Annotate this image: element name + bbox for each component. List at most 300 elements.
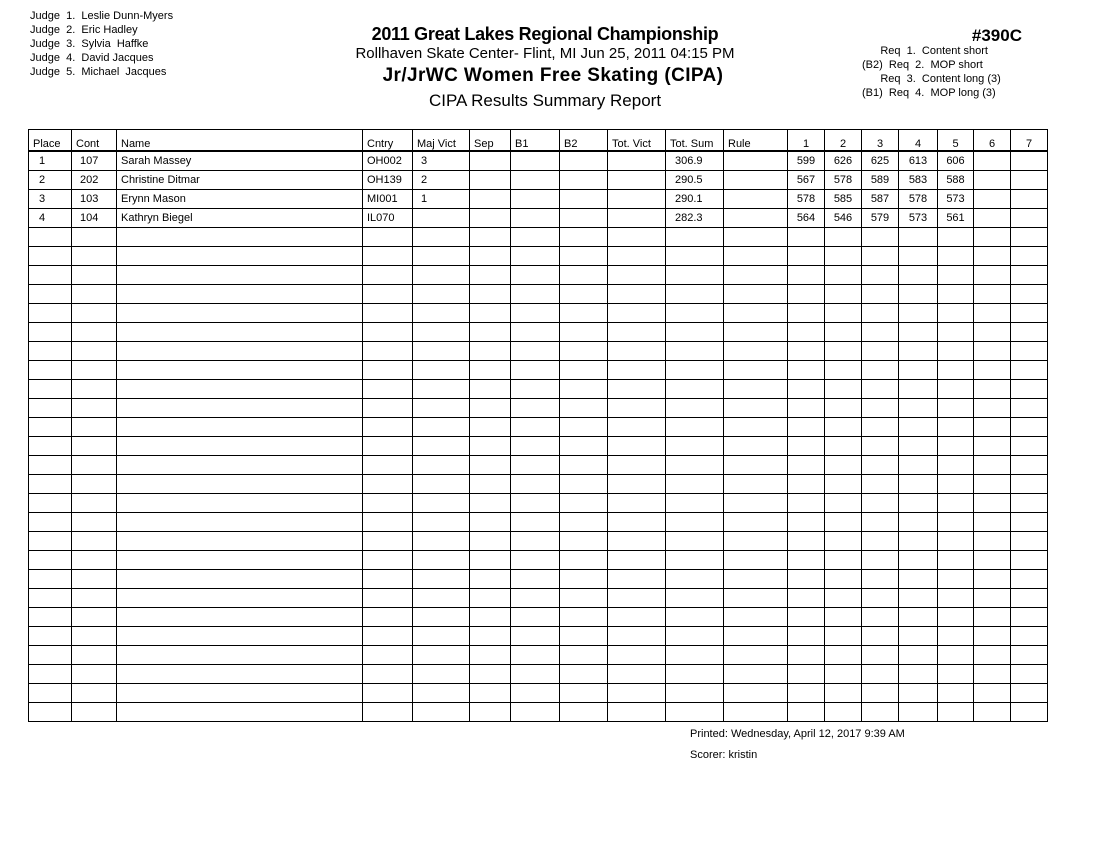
table-cell [974,151,1011,171]
table-cell [560,190,608,209]
table-cell [413,532,470,551]
table-cell [862,437,899,456]
table-cell [413,494,470,513]
table-cell [608,703,666,722]
table-cell [72,608,117,627]
table-cell: 579 [862,209,899,228]
table-cell [862,665,899,684]
table-cell [724,285,788,304]
column-header: 4 [899,130,938,152]
table-cell [938,228,974,247]
table-cell [511,304,560,323]
table-cell [825,665,862,684]
scorer: Scorer: kristin [690,749,758,761]
column-header: 6 [974,130,1011,152]
table-row-empty [29,266,1048,285]
column-header: 7 [1011,130,1048,152]
table-cell [470,513,511,532]
table-cell [862,285,899,304]
table-cell [29,665,72,684]
table-cell [560,151,608,171]
table-cell [363,589,413,608]
table-cell [363,323,413,342]
table-cell [666,703,724,722]
table-cell [825,228,862,247]
table-row-empty [29,418,1048,437]
table-cell [413,323,470,342]
judge-line: Judge 4. David Jacques [30,52,154,64]
table-cell [29,361,72,380]
table-cell: 104 [72,209,117,228]
column-header: B2 [560,130,608,152]
table-cell [117,418,363,437]
table-cell [29,532,72,551]
table-cell [862,551,899,570]
table-cell: 290.5 [666,171,724,190]
table-cell [560,247,608,266]
table-cell [511,228,560,247]
table-cell [899,285,938,304]
table-cell [470,190,511,209]
table-cell [511,684,560,703]
table-row-empty [29,285,1048,304]
table-cell [1011,589,1048,608]
table-cell [117,513,363,532]
table-cell [666,665,724,684]
judge-line: Judge 2. Eric Hadley [30,24,138,36]
table-cell: MI001 [363,190,413,209]
table-cell [788,589,825,608]
table-cell [29,380,72,399]
table-cell [29,247,72,266]
table-cell [560,342,608,361]
table-cell [29,703,72,722]
table-cell [1011,342,1048,361]
table-cell [788,228,825,247]
table-cell [470,456,511,475]
table-cell [666,589,724,608]
table-cell [899,247,938,266]
table-cell: OH002 [363,151,413,171]
table-cell [825,342,862,361]
table-cell [413,665,470,684]
table-cell [72,703,117,722]
table-cell [862,399,899,418]
table-cell [666,627,724,646]
table-cell [974,608,1011,627]
table-cell [560,608,608,627]
requirements-list [862,44,1001,100]
table-cell: 2 [413,171,470,190]
table-cell: 589 [862,171,899,190]
table-cell [29,494,72,513]
table-cell [825,399,862,418]
table-cell [29,475,72,494]
table-cell [724,703,788,722]
table-cell [666,475,724,494]
table-cell [666,551,724,570]
table-cell [413,247,470,266]
table-cell [470,551,511,570]
table-cell [974,247,1011,266]
table-cell [938,304,974,323]
table-cell [899,323,938,342]
table-cell [938,570,974,589]
table-cell [608,684,666,703]
table-cell [1011,437,1048,456]
table-cell [825,361,862,380]
table-cell [363,361,413,380]
table-row-empty [29,247,1048,266]
table-cell [899,475,938,494]
table-cell [1011,532,1048,551]
table-cell [72,570,117,589]
table-cell [608,247,666,266]
table-cell [974,665,1011,684]
table-cell [363,608,413,627]
table-row [29,209,1048,228]
table-cell [724,456,788,475]
column-header: Place [29,130,72,152]
table-cell [413,266,470,285]
table-cell [899,266,938,285]
table-cell: 1 [29,151,72,171]
table-cell [666,304,724,323]
judge-line: Judge 1. Leslie Dunn-Myers [30,10,174,22]
table-cell [862,513,899,532]
table-cell [560,532,608,551]
table-cell [788,304,825,323]
table-cell [72,285,117,304]
table-header-row [29,130,1048,152]
table-cell [788,266,825,285]
table-cell [724,684,788,703]
table-cell: Erynn Mason [117,190,363,209]
table-cell [608,209,666,228]
table-cell [470,399,511,418]
table-cell [29,513,72,532]
table-cell [862,646,899,665]
table-cell [511,399,560,418]
table-cell [1011,399,1048,418]
table-cell [413,380,470,399]
table-cell [29,266,72,285]
table-cell [470,475,511,494]
column-header: Rule [724,130,788,152]
table-cell [511,380,560,399]
table-cell [974,513,1011,532]
table-cell [117,361,363,380]
table-cell [608,437,666,456]
table-cell [1011,190,1048,209]
table-cell: 573 [899,209,938,228]
table-cell: 4 [29,209,72,228]
table-cell [511,627,560,646]
table-cell [974,285,1011,304]
table-cell [974,380,1011,399]
table-row-empty [29,570,1048,589]
table-cell: 290.1 [666,190,724,209]
table-cell [974,627,1011,646]
table-cell [938,418,974,437]
table-cell [788,418,825,437]
table-cell [788,456,825,475]
table-cell [470,627,511,646]
table-cell [862,456,899,475]
table-cell [938,551,974,570]
table-cell [511,513,560,532]
table-cell [666,228,724,247]
table-cell [608,285,666,304]
table-cell [825,437,862,456]
table-cell [862,475,899,494]
table-row [29,171,1048,190]
table-cell [899,684,938,703]
table-cell [974,228,1011,247]
table-cell [560,399,608,418]
column-header: 5 [938,130,974,152]
table-cell [1011,228,1048,247]
table-cell [29,456,72,475]
table-cell [938,285,974,304]
column-header: Name [117,130,363,152]
table-cell [413,456,470,475]
table-cell [413,437,470,456]
table-cell [511,646,560,665]
table-cell: 3 [29,190,72,209]
table-cell [470,608,511,627]
table-cell [608,342,666,361]
table-cell [29,342,72,361]
table-cell [363,228,413,247]
table-cell [666,399,724,418]
table-cell: 202 [72,171,117,190]
table-row-empty [29,475,1048,494]
table-cell [1011,266,1048,285]
table-cell [862,247,899,266]
table-row-empty [29,551,1048,570]
table-row-empty [29,380,1048,399]
table-cell [974,323,1011,342]
table-cell [862,380,899,399]
table-cell [363,551,413,570]
table-cell [72,323,117,342]
requirement-line: Req 1. Content short [862,45,988,57]
table-row-empty [29,228,1048,247]
table-cell [1011,361,1048,380]
table-cell [363,570,413,589]
column-header: Cntry [363,130,413,152]
table-cell [788,551,825,570]
table-cell: 585 [825,190,862,209]
table-cell [1011,494,1048,513]
table-cell [825,703,862,722]
table-cell [974,418,1011,437]
table-cell [899,703,938,722]
table-cell [560,551,608,570]
table-cell [72,456,117,475]
table-cell [666,513,724,532]
table-cell [560,266,608,285]
table-cell: 613 [899,151,938,171]
table-cell [363,380,413,399]
table-cell [724,627,788,646]
table-cell [938,342,974,361]
column-header: Tot. Sum [666,130,724,152]
table-cell [724,475,788,494]
table-cell [974,703,1011,722]
table-cell [363,494,413,513]
table-cell [363,475,413,494]
table-cell [608,323,666,342]
table-cell: 306.9 [666,151,724,171]
table-cell [899,304,938,323]
table-cell [511,285,560,304]
table-cell [825,380,862,399]
table-cell [72,627,117,646]
table-cell [117,380,363,399]
table-cell [511,342,560,361]
table-cell [938,399,974,418]
table-cell [788,608,825,627]
table-cell [899,570,938,589]
table-row-empty [29,703,1048,722]
table-cell [825,456,862,475]
table-cell [899,551,938,570]
table-cell [724,589,788,608]
table-cell [938,665,974,684]
table-cell [724,532,788,551]
results-table [28,129,1048,722]
table-cell [862,418,899,437]
table-cell [788,665,825,684]
table-cell [29,304,72,323]
table-cell [825,570,862,589]
table-cell [1011,475,1048,494]
table-cell: Christine Ditmar [117,171,363,190]
table-cell [788,285,825,304]
table-row-empty [29,437,1048,456]
table-cell [72,247,117,266]
table-cell [72,228,117,247]
table-cell [938,627,974,646]
table-cell [29,646,72,665]
table-cell [511,608,560,627]
table-cell [72,399,117,418]
table-cell [825,589,862,608]
judge-line: Judge 5. Michael Jacques [30,66,167,78]
table-cell: 564 [788,209,825,228]
table-cell [862,570,899,589]
table-cell [608,171,666,190]
table-row-empty [29,361,1048,380]
table-cell [825,323,862,342]
table-cell [724,247,788,266]
table-cell [724,399,788,418]
table-cell [363,513,413,532]
table-cell [413,646,470,665]
table-cell [608,151,666,171]
table-cell [413,228,470,247]
table-cell [724,171,788,190]
table-cell [560,304,608,323]
table-cell [608,266,666,285]
table-cell [560,228,608,247]
table-cell [1011,418,1048,437]
table-cell [72,589,117,608]
table-cell [363,304,413,323]
table-cell [899,380,938,399]
table-cell [413,608,470,627]
table-cell [974,190,1011,209]
table-cell [666,494,724,513]
table-cell [413,627,470,646]
table-cell [788,380,825,399]
table-cell [938,361,974,380]
table-cell [29,551,72,570]
table-cell [724,570,788,589]
table-cell [470,266,511,285]
table-cell [862,627,899,646]
table-cell [117,323,363,342]
table-cell [974,171,1011,190]
table-cell [1011,627,1048,646]
table-row-empty [29,684,1048,703]
table-cell [724,323,788,342]
table-cell [413,475,470,494]
table-row-empty [29,342,1048,361]
table-cell [413,361,470,380]
table-cell [363,684,413,703]
table-cell [724,361,788,380]
table-row-empty [29,646,1048,665]
table-cell [470,665,511,684]
table-cell [938,703,974,722]
table-cell [974,570,1011,589]
table-cell [470,494,511,513]
table-cell [413,513,470,532]
table-cell [938,608,974,627]
table-cell [938,589,974,608]
table-cell [29,437,72,456]
table-row-empty [29,627,1048,646]
table-cell [788,684,825,703]
table-cell [1011,247,1048,266]
table-cell [29,399,72,418]
table-cell [974,399,1011,418]
column-header: B1 [511,130,560,152]
table-cell [117,228,363,247]
table-cell [788,247,825,266]
table-cell [899,418,938,437]
table-cell [788,323,825,342]
table-cell [899,342,938,361]
table-cell [560,589,608,608]
table-cell [825,285,862,304]
table-cell [470,418,511,437]
column-header: Maj Vict [413,130,470,152]
table-cell [560,494,608,513]
table-cell [608,228,666,247]
table-cell: 282.3 [666,209,724,228]
table-cell [1011,684,1048,703]
table-cell [413,589,470,608]
table-cell [724,551,788,570]
table-cell [511,589,560,608]
table-cell [1011,551,1048,570]
table-cell: 3 [413,151,470,171]
table-cell [1011,665,1048,684]
